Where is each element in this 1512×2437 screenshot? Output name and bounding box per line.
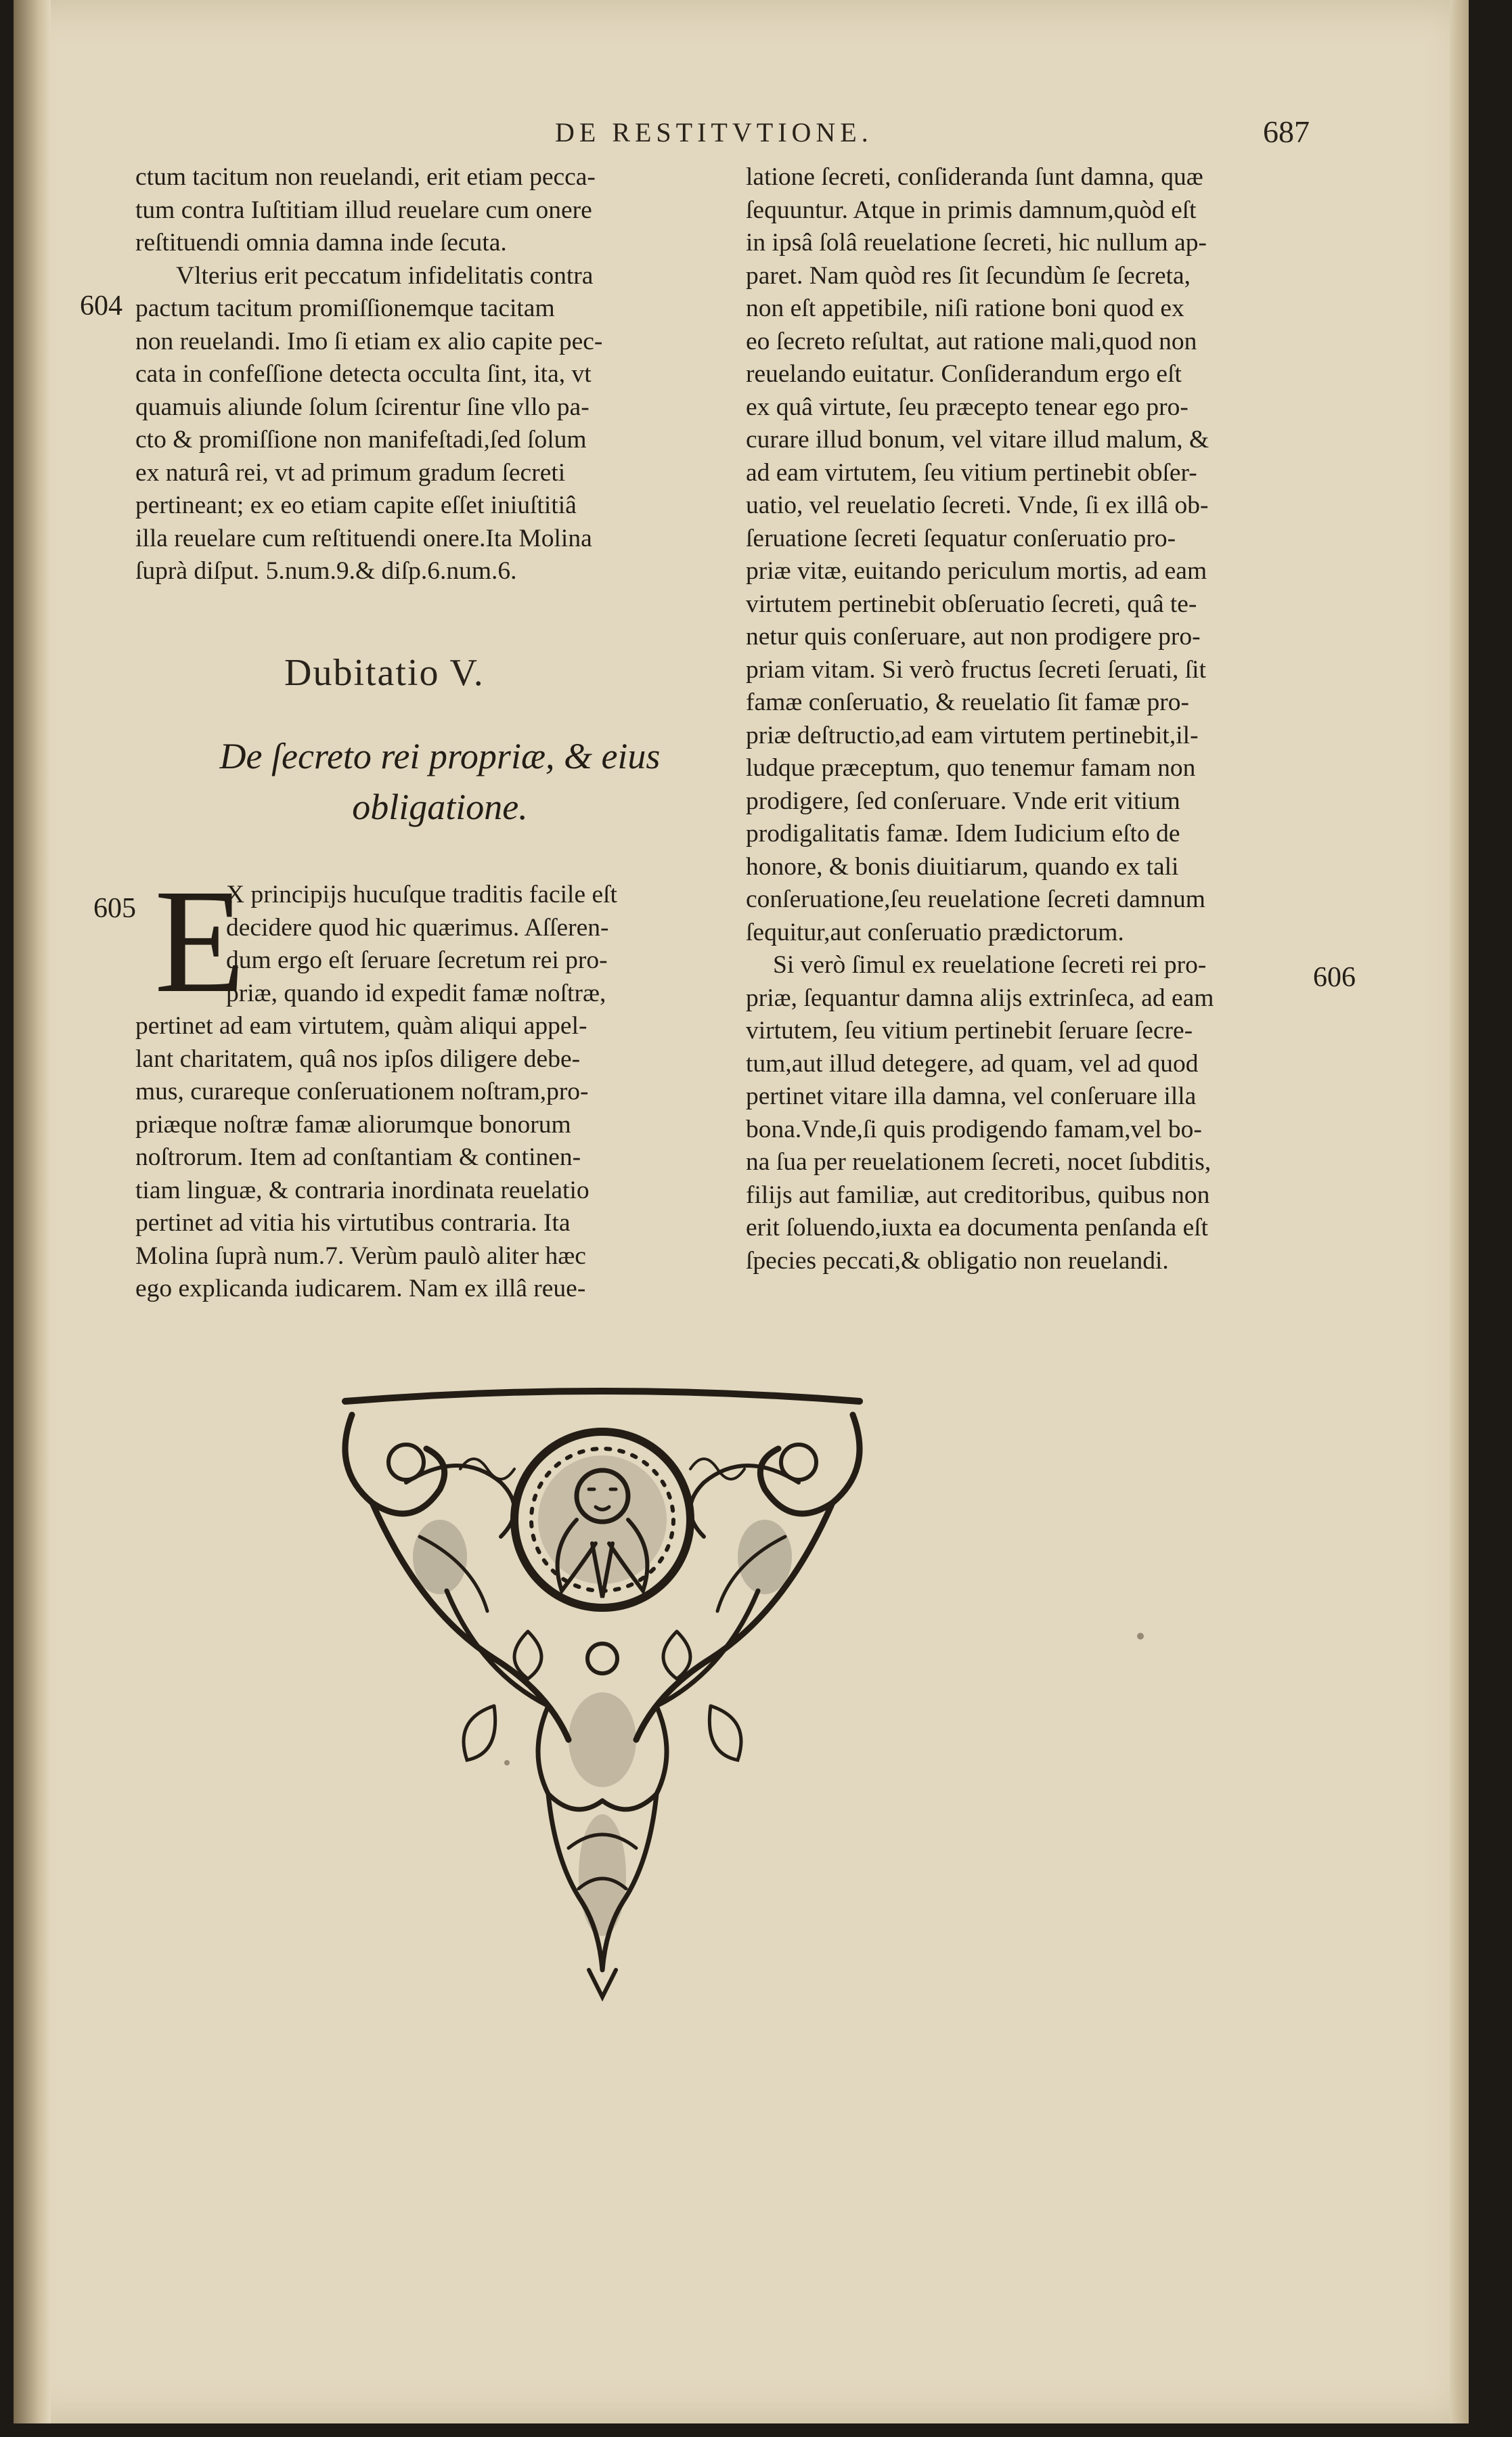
text-line: tiam linguæ, & contraria inordinata reuelatio xyxy=(135,1176,590,1204)
drop-cap: E xyxy=(154,858,246,1024)
left-column-top xyxy=(135,161,712,588)
margin-number-606: 606 xyxy=(1313,962,1356,993)
text-line: latione ſecreti, conſideranda ſunt damna, quæ xyxy=(746,163,1203,191)
text-line: ctum tacitum non reuelandi, erit etiam pecca- xyxy=(135,163,596,191)
margin-number-605: 605 xyxy=(93,893,136,924)
text-line: dum ergo eſt ſeruare ſecretum rei pro- xyxy=(226,946,608,974)
text-line: quamuis aliunde ſolum ſcirentur ſine vllo pa- xyxy=(135,393,590,421)
text-line: prodigere, ſed conſeruare. Vnde erit vitium xyxy=(746,787,1180,815)
text-line: ludque præceptum, quo tenemur famam non xyxy=(746,754,1196,782)
text-line: priam vitam. Si verò fructus ſecreti ſeruati, ſit xyxy=(746,655,1206,684)
text-line: priæque noſtræ famæ aliorumque bonorum xyxy=(135,1110,571,1139)
text-line: ſequuntur. Atque in primis damnum,quòd eſt xyxy=(746,196,1197,224)
text-line: pactum tacitum promiſſionemque tacitam xyxy=(135,294,555,322)
text-line: reuelando euitatur. Conſiderandum ergo eſt xyxy=(746,360,1182,388)
text-line: ex naturâ rei, vt ad primum gradum ſecreti xyxy=(135,458,566,487)
text-line: priæ vitæ, euitando periculum mortis, ad eam xyxy=(746,557,1207,585)
text-line: priæ, ſequantur damna alijs extrinſeca, ad eam xyxy=(746,984,1214,1012)
text-line: pertinet ad vitia his virtutibus contraria. Ita xyxy=(135,1209,571,1237)
text-line: decidere quod hic quærimus. Aſſeren- xyxy=(226,913,609,942)
text-line: eo ſecreto reſultat, aut ratione mali,quod non xyxy=(746,327,1197,355)
text-line: ſuprà diſput. 5.num.9.& diſp.6.num.6. xyxy=(135,557,517,585)
text-line: ego explicanda iudicarem. Nam ex illâ reue- xyxy=(135,1275,586,1302)
text-line: cata in confeſſione detecta occulta ſint, ita, vt xyxy=(135,360,592,388)
text-line: X principijs hucuſque traditis facile eſt xyxy=(226,881,617,908)
text-line: paret. Nam quòd res ſit ſecundùm ſe ſecreta, xyxy=(746,261,1191,290)
text-line: na ſua per reuelationem ſecreti, nocet ſubditis, xyxy=(746,1148,1211,1176)
margin-number-604: 604 xyxy=(80,290,123,322)
text-line: Molina ſuprà num.7. Verùm paulò aliter hæc xyxy=(135,1242,586,1270)
text-line: priæ, quando id expedit famæ noſtræ, xyxy=(226,979,606,1007)
text-line: filijs aut familiæ, aut creditoribus, quibus non xyxy=(746,1181,1210,1209)
page-gutter xyxy=(14,0,51,2423)
text-line: erit ſoluendo,iuxta ea documenta penſanda eſt xyxy=(746,1214,1209,1242)
text-line: virtutem pertinebit obſeruatio ſecreti, quâ te- xyxy=(746,590,1197,618)
text-line: curare illud bonum, vel vitare illud malum, & xyxy=(746,426,1209,454)
page-number: 687 xyxy=(1263,114,1310,149)
text-line: ſeruatione ſecreti ſequatur conſeruatio pro- xyxy=(746,524,1176,552)
text-line: mus, curareque conſeruationem noſtram,pro- xyxy=(135,1078,589,1105)
text-line: ad eam virtutem, ſeu vitium pertinebit obſer- xyxy=(746,458,1197,487)
text-line: noſtrorum. Item ad conſtantiam & continen- xyxy=(135,1143,581,1171)
text-line: Vlterius erit peccatum infidelitatis contra xyxy=(176,261,594,290)
text-line: ſpecies peccati,& obligatio non reuelandi. xyxy=(746,1246,1169,1275)
text-line: uatio, vel reuelatio ſecreti. Vnde, ſi ex illâ ob- xyxy=(746,491,1209,519)
section-subtitle-line1: De ſecreto rei propriæ, & eius xyxy=(219,736,661,776)
text-line: pertinet ad eam virtutem, quàm aliqui appel- xyxy=(135,1012,587,1040)
text-line: bona.Vnde,ſi quis prodigendo famam,vel bo- xyxy=(746,1115,1202,1143)
text-line: in ipsâ ſolâ reuelatione ſecreti, hic nullum ap- xyxy=(746,229,1207,257)
text-line: lant charitatem, quâ nos ipſos diligere debe- xyxy=(135,1045,581,1073)
page-edge xyxy=(1450,0,1469,2423)
section-subtitle-line2: obligatione. xyxy=(352,787,528,827)
text-line: virtutem, ſeu vitium pertinebit ſeruare ſecre- xyxy=(746,1017,1193,1045)
text-line: non reuelandi. Imo ſi etiam ex alio capite pec- xyxy=(135,327,603,355)
text-line: non eſt appetibile, niſi ratione boni quod ex xyxy=(746,294,1184,322)
ink-speck xyxy=(1137,1633,1144,1640)
text-line: famæ conſeruatio, & reuelatio ſit famæ pro- xyxy=(746,688,1190,716)
text-line: pertineant; ex eo etiam capite eſſet iniuſtitiâ xyxy=(135,491,577,519)
text-line: reſtituendi omnia damna inde ſecuta. xyxy=(135,229,507,257)
text-line: ſequitur,aut conſeruatio prædictorum. xyxy=(746,918,1124,946)
section-title: Dubitatio V. xyxy=(284,652,485,694)
text-line: ex quâ virtute, ſeu præcepto tenear ego pro- xyxy=(746,393,1188,421)
text-line: conſeruatione,ſeu reuelatione ſecreti damnum xyxy=(746,885,1205,913)
left-column-bottom xyxy=(135,879,712,1306)
text-line: cto & promiſſione non manifeſtadi,ſed ſolum xyxy=(135,426,587,454)
text-line: priæ deſtructio,ad eam virtutem pertinebit,il- xyxy=(746,721,1199,749)
tailpiece-ornament-icon xyxy=(325,1388,880,2011)
text-line: prodigalitatis famæ. Idem Iudicium eſto de xyxy=(746,820,1180,848)
text-line: tum contra Iuſtitiam illud reuelare cum onere xyxy=(135,196,592,224)
running-header: DE RESTITVTIONE. xyxy=(555,117,873,148)
text-line: netur quis conſeruare, aut non prodigere pro- xyxy=(746,623,1201,651)
text-line: pertinet vitare illa damna, vel conſeruare illa xyxy=(746,1082,1197,1110)
text-line: illa reuelare cum reſtituendi onere.Ita Molina xyxy=(135,524,592,552)
ink-speck xyxy=(504,1760,510,1765)
text-line: honore, & bonis diuitiarum, quando ex tali xyxy=(746,852,1179,881)
text-line: tum,aut illud detegere, ad quam, vel ad quod xyxy=(746,1049,1199,1078)
right-column xyxy=(746,161,1308,1277)
text-line: Si verò ſimul ex reuelatione ſecreti rei pro- xyxy=(773,951,1207,979)
